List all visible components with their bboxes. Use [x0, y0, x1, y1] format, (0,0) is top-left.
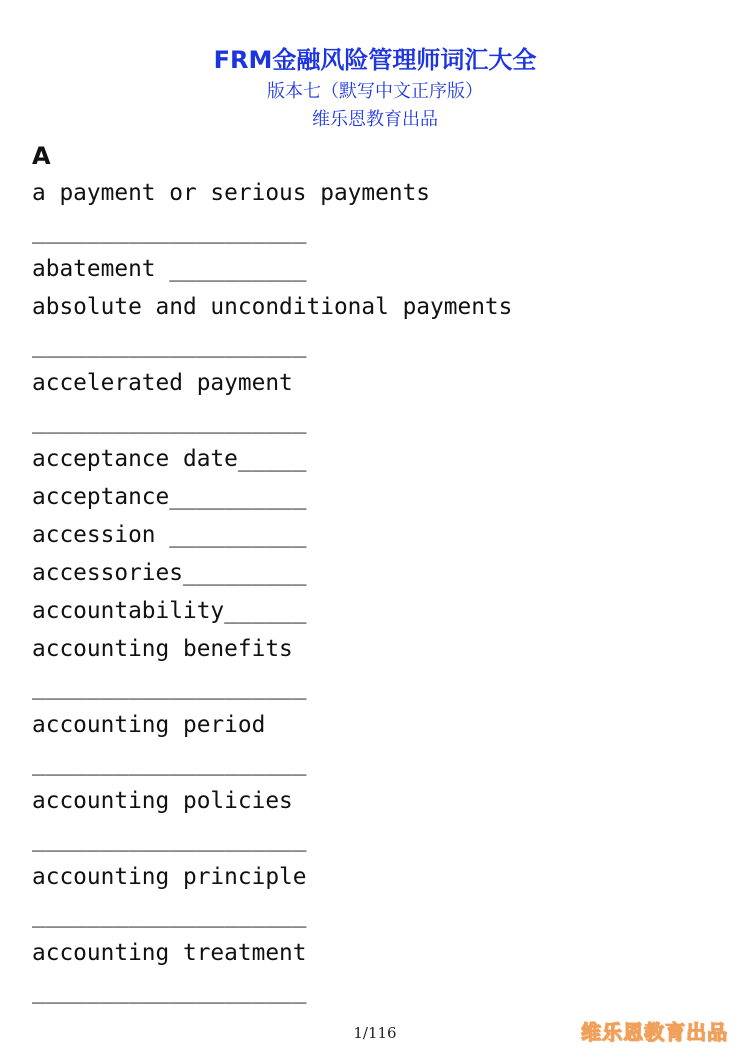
document-subtitle: 版本七（默写中文正序版） — [267, 81, 483, 102]
vocab-line: accounting treatment — [32, 940, 307, 966]
document-title: FRM金融风险管理师词汇大全 — [213, 46, 537, 74]
vocab-line: accounting period — [32, 712, 266, 738]
answer-blank: ____________________ — [32, 902, 307, 928]
answer-blank: ____________________ — [32, 332, 307, 358]
answer-blank: ____________________ — [32, 978, 307, 1004]
vocab-line: accelerated payment — [32, 370, 293, 396]
answer-blank: ____________________ — [32, 826, 307, 852]
page-number: 1/116 — [353, 1024, 397, 1042]
vocab-line: acceptance date_____ — [32, 446, 307, 472]
publisher-line: 维乐恩教育出品 — [312, 109, 438, 130]
vocab-line: accounting benefits — [32, 636, 293, 662]
vocab-line: accountability______ — [32, 598, 307, 624]
vocab-line: accounting policies — [32, 788, 293, 814]
answer-blank: ____________________ — [32, 408, 307, 434]
answer-blank: ____________________ — [32, 218, 307, 244]
vocab-line: acceptance__________ — [32, 484, 307, 510]
answer-blank: ____________________ — [32, 750, 307, 776]
section-letter: A — [32, 142, 51, 170]
answer-blank: ____________________ — [32, 674, 307, 700]
vocab-line: accounting principle — [32, 864, 307, 890]
vocab-line: abatement __________ — [32, 256, 307, 282]
vocab-line: accession __________ — [32, 522, 307, 548]
vocab-line: absolute and unconditional payments — [32, 294, 513, 320]
vocab-line: accessories_________ — [32, 560, 307, 586]
publisher-watermark: 维乐恩教育出品 — [581, 1020, 728, 1044]
vocab-line: a payment or serious payments — [32, 180, 431, 206]
